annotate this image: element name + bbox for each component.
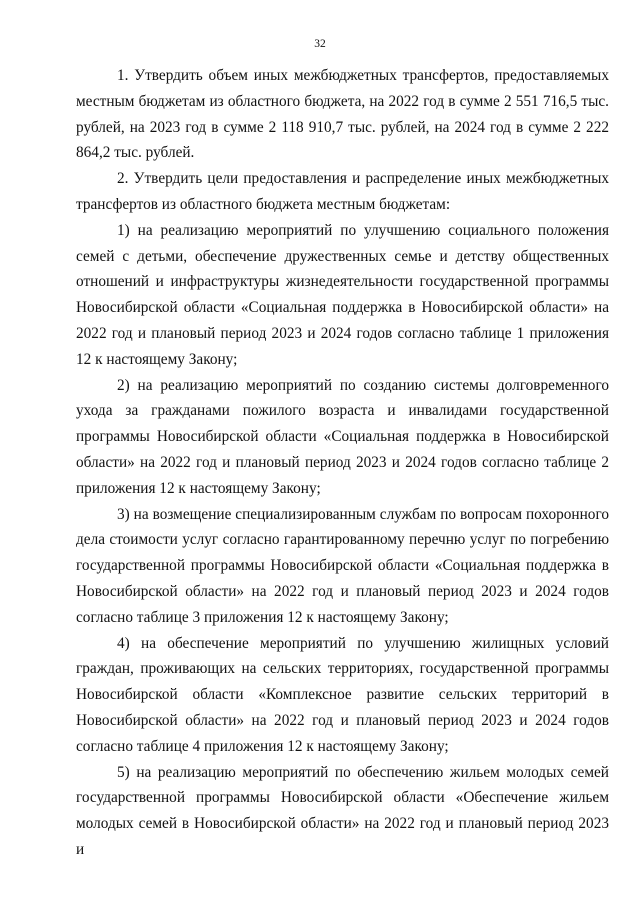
list-item-4-rural-housing: 4) на обеспечение мероприятий по улучшению жилищных условий граждан, проживающих на сельских территориях, государственной программы Новосибирской области «Комплексное развитие сельских территорий в Новосибирской области» на 2022 год и плановый период 2023 и 2024 годов согласно таблице 4 приложения 12 к настоящему Закону; bbox=[76, 634, 609, 755]
page-number: 32 bbox=[314, 38, 326, 50]
paragraph-1-volume-transfers: 1. Утвердить объем иных межбюджетных трансфертов, предоставляемых местным бюджетам из областного бюджета, на 2022 год в сумме 2 551 716,5 тыс. рублей, на 2023 год в сумме 2 118 910,7 тыс. рублей, на 2024 год в сумме 2 222 864,2 тыс. рублей. bbox=[76, 67, 609, 162]
list-item-5-young-families-housing: 5) на реализацию мероприятий по обеспечению жильем молодых семей государственной программы Новосибирской области «Обеспечение жильем молодых семей в Новосибирской области» на 2022 год и плановый период 2023 и bbox=[76, 763, 609, 858]
list-item-3-funeral-services: 3) на возмещение специализированным службам по вопросам похоронного дела стоимости услуг согласно гарантированному перечню услуг по погребению государственной программы Новосибирской области «Социальная поддержка в Новосибирской области» на 2022 год и плановый период 2023 и 2024 годов согласно таблице 3 приложения 12 к настоящему Закону; bbox=[76, 505, 609, 626]
paragraph-2-purposes: 2. Утвердить цели предоставления и распределение иных межбюджетных трансфертов из областного бюджета местным бюджетам: bbox=[76, 170, 609, 213]
list-item-2-long-term-care: 2) на реализацию мероприятий по созданию системы долговременного ухода за гражданами пожилого возраста и инвалидами государственной программы Новосибирской области «Социальная поддержка в Новосибирской области» на 2022 год и плановый период 2023 и 2024 годов согласно таблице 2 приложения 12 к настоящему Закону; bbox=[76, 376, 609, 497]
list-item-1-social-families: 1) на реализацию мероприятий по улучшению социального положения семей с детьми, обеспечение дружественных семье и детству общественных отношений и инфраструктуры жизнедеятельности государственной программы Новосибирской области «Социальная поддержка в Новосибирской области» на 2022 год и плановый период 2023 и 2024 годов согласно таблице 1 приложения 12 к настоящему Закону; bbox=[76, 221, 609, 368]
document-body bbox=[76, 63, 609, 863]
